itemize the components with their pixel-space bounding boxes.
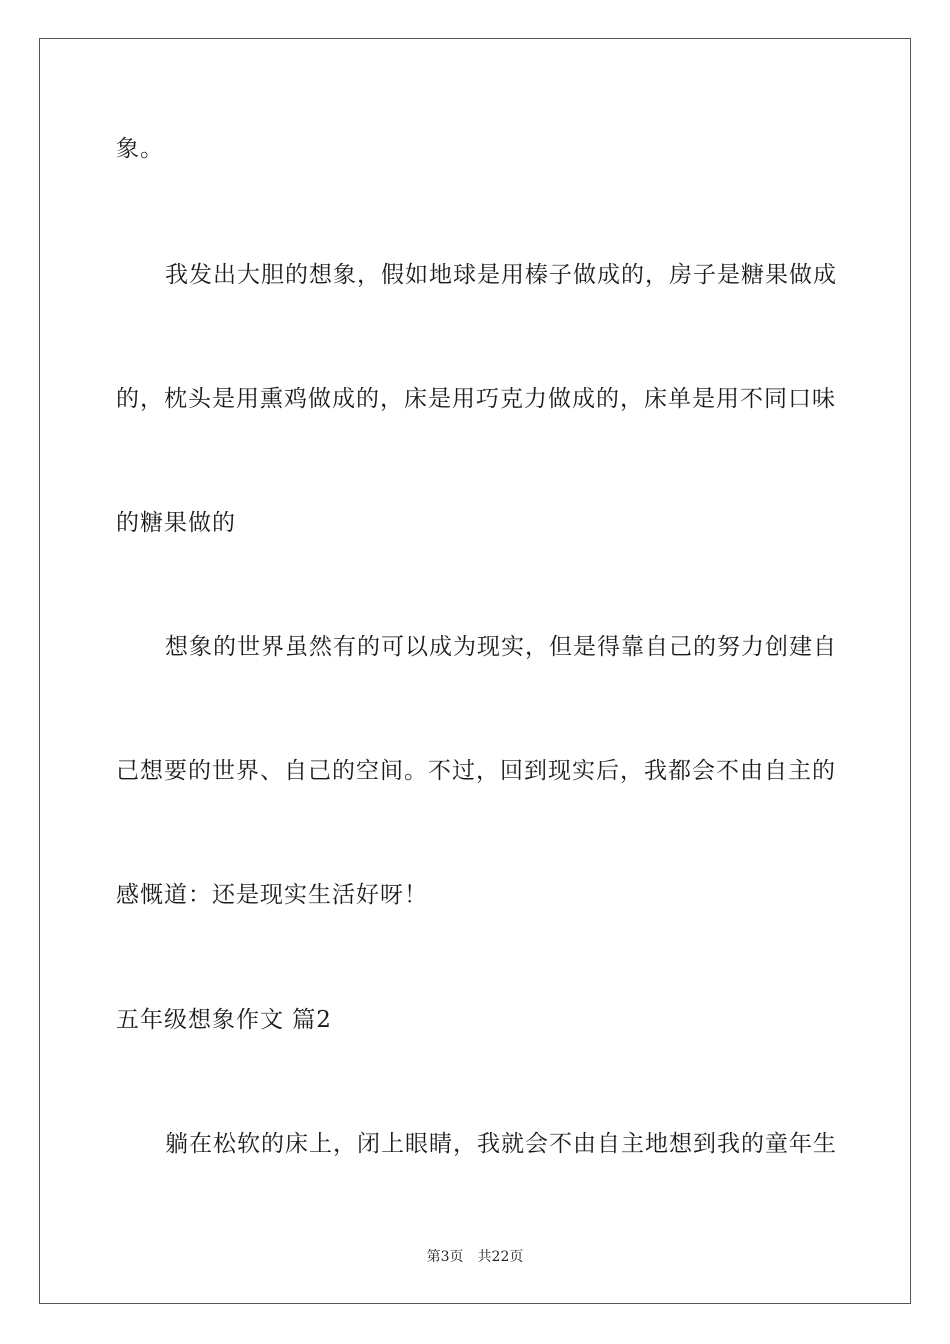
paragraph-line: 的，枕头是用熏鸡做成的，床是用巧克力做成的，床单是用不同口味 bbox=[116, 386, 836, 412]
paragraph-line: 感慨道：还是现实生活好呀！ bbox=[116, 882, 428, 908]
page-border bbox=[39, 38, 911, 1304]
page-footer bbox=[0, 1248, 950, 1266]
paragraph-line: 的糖果做的 bbox=[116, 510, 236, 536]
page-total: 共22页 bbox=[477, 1249, 524, 1265]
page-number: 第3页 bbox=[426, 1249, 464, 1265]
section-heading: 五年级想象作文 篇2 bbox=[116, 1007, 332, 1033]
paragraph-line: 我发出大胆的想象，假如地球是用榛子做成的，房子是糖果做成 bbox=[165, 262, 837, 288]
paragraph-line: 己想要的世界、自己的空间。不过，回到现实后，我都会不由自主的 bbox=[116, 758, 836, 784]
paragraph-line: 象。 bbox=[116, 136, 164, 162]
paragraph-line: 躺在松软的床上，闭上眼睛，我就会不由自主地想到我的童年生 bbox=[165, 1131, 837, 1157]
paragraph-line: 想象的世界虽然有的可以成为现实，但是得靠自己的努力创建自 bbox=[165, 634, 837, 660]
